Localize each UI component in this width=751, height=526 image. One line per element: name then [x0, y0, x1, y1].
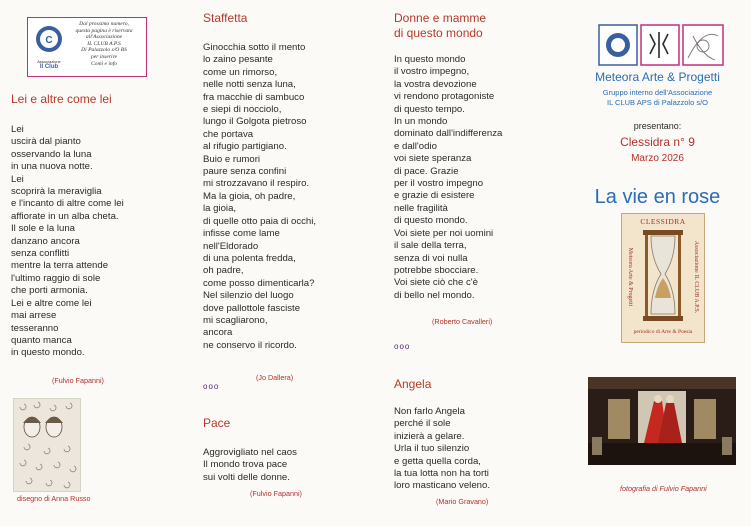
cover-subtitle: periodico di Arte & Poesia [633, 329, 693, 335]
poem-title-lei: Lei e altre come lei [11, 92, 112, 106]
club-logo-name: Il Club [39, 64, 59, 70]
cover-side-left: Meteora Arte & Progetti [627, 247, 633, 307]
anna-russo-drawing [13, 398, 81, 492]
svg-text:C: C [45, 35, 53, 46]
club-logo-label: Associazione [37, 59, 61, 64]
poem-text-pace: Aggrovigliato nel caos Il mondo trova pace sui volti delle donne. [203, 447, 297, 483]
poem-text-donne: In questo mondo il vostro impegno, la vostra devozione vi rendono protagoniste di questo tempo. In un mondo dominato dall'indifferenza e dall'odio voi siete speranza di pace. Grazie per il vostro impegno e grazie di esistere nelle fragilità di questo mondo. Voi siete per noi uomini il sale della terra, senza di voi nulla potrebbe sbocciare. Voi siete ciò che c'è di bello nel mondo. [394, 54, 503, 301]
meteora-logos [598, 24, 724, 66]
group-subtitle-1: Gruppo interno dell'Associazione [602, 88, 713, 97]
issue-number: Clessidra n° 9 [620, 135, 695, 149]
poem-text-lei: Lei uscirà dal pianto osservando la luna in una nuova notte. Lei scoprirà la meraviglia e l'incanto di altre come lei affiorate in un alba cheta. Il sole e la luna danzano ancora senza conflitti mentre la terra attende l'ultimo raggio di sole che porti armonia. Lei e altre come lei mai arrese tesseranno quanto manca in questo mondo. [11, 124, 124, 359]
cover-title: CLESSIDRA [640, 217, 686, 226]
moon-faces-drawing-icon [14, 399, 80, 491]
column-2 [188, 0, 376, 526]
group-subtitle-2: IL CLUB APS di Palazzolo s/O [606, 98, 709, 107]
poem-title-angela: Angela [394, 377, 432, 391]
club-logo-icon [34, 24, 64, 54]
poem-author-staffetta: (Jo Dallera) [256, 373, 294, 382]
photo-caption: fotografia di Fulvio Fapanni [620, 484, 707, 493]
section-separator: ooo [394, 342, 411, 351]
poem-author-pace: (Fulvio Fapanni) [250, 489, 302, 498]
theatre-photo [588, 377, 736, 465]
meteora-logo-icon [598, 24, 724, 66]
issue-title: La vie en rose [594, 186, 721, 208]
poem-author-angela: (Mario Gravano) [436, 497, 489, 506]
presentano-label: presentano: [633, 121, 682, 131]
column-1 [0, 0, 188, 526]
poem-author-lei: (Fulvio Fapanni) [52, 376, 104, 385]
club-notice-text: Dal prossimo numero, questa pagina è riservata all'Associazione IL CLUB A.P.S Di Palazzolo s/O BS per inserire Comi e info [75, 21, 133, 67]
group-name: Meteora Arte & Progetti [595, 70, 720, 84]
section-separator: ooo [203, 382, 220, 391]
drawing-caption: disegno di Anna Russo [17, 494, 91, 503]
theatre-photo-icon [588, 377, 736, 465]
poem-title-donne: Donne e mamme di questo mondo [394, 11, 487, 40]
column-4 [564, 0, 751, 526]
poem-text-staffetta: Ginocchia sotto il mento lo zaino pesante come un rimorso, nelle notti senza luna, fra macchie di sambuco e siepi di nocciolo, lungo il Golgota pietroso che portava al rifugio partigiano. Buio e rumori paure senza confini mi strozzavano il respiro. Ma la gioia, oh padre, la gioia, di quelle otto paia di occhi, infisse come lame nell'Eldorado di una polenta fredda, oh padre, come posso dimenticarla? Nel silenzio del luogo dove pallottole fasciste mi scagliarono, ancora ne conservo il ricordo. [203, 42, 317, 351]
column-3 [376, 0, 564, 526]
poem-text-angela: Non farlo Angela perché il sole inizierà a gelare. Urla il tuo silenzio e getta quella corda, la tua lotta non ha torti loro masticano veleno. [394, 406, 490, 492]
poem-author-donne: (Roberto Cavalleri) [432, 317, 493, 326]
cover-side-right: Associazione IL CLUB A.P.S. [693, 240, 699, 314]
poem-title-pace: Pace [203, 416, 231, 430]
club-logo [34, 24, 64, 70]
poem-title-staffetta: Staffetta [203, 11, 248, 25]
clessidra-cover [621, 213, 705, 343]
issue-date: Marzo 2026 [631, 153, 684, 164]
club-notice-box [27, 17, 147, 77]
hourglass-icon [641, 228, 685, 324]
